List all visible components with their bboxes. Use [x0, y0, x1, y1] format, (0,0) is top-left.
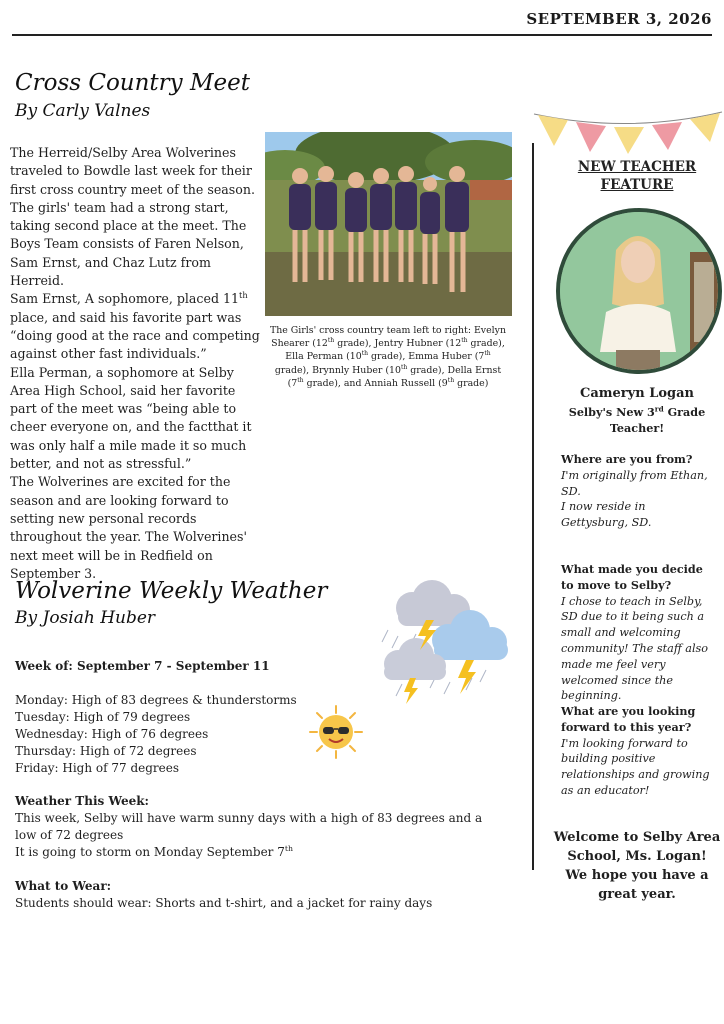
forecast-day: Wednesday: High of 76 degrees	[15, 727, 209, 741]
article-title: Cross Country Meet	[15, 70, 250, 96]
qa-where-from	[561, 452, 711, 531]
team-photo	[265, 132, 512, 316]
pennant-banner	[532, 108, 724, 158]
article-paragraph: Ella Perman, a sophomore at Selby Area High School, said her favorite part of the meet was “being able to cheer everyone on, and the factthat it was only half a mile made it so much better, and not as stressful.”	[10, 364, 252, 472]
question: What made you decide to move to Selby?	[561, 562, 703, 592]
answer: I chose to teach in Selby, SD due to it being such a small and welcoming community! The staff also made me feel very welcomed since the beginning.	[561, 594, 709, 703]
weather-forecast-list	[15, 692, 435, 777]
weather-byline: By Josiah Huber	[15, 608, 156, 628]
weather-this-week: Weather This Week: This week, Selby will have warm sunny days with a high of 83 degrees and a low of 72 degrees It is going to storm on Monday September 7th	[15, 794, 483, 859]
sidebar-title: NEW TEACHER FEATURE	[577, 159, 697, 193]
teacher-name: Cameryn Logan	[580, 386, 694, 401]
what-to-wear-heading: What to Wear:	[15, 879, 112, 893]
article-paragraph: The Herreid/Selby Area Wolverines traveled to Bowdle last week for their first cross country meet of the season. The girls' team had a strong start, taking second place at the meet. The Boys Team consists of Faren Nelson, Sam Ernst, and Chaz Lutz from Herreid.	[10, 145, 255, 289]
question: What are you looking forward to this year?	[561, 704, 696, 734]
weather-what-to-wear: What to Wear: Students should wear: Shorts and t-shirt, and a jacket for rainy days	[15, 878, 435, 912]
qa-why-selby	[561, 562, 711, 704]
article-paragraph: The Wolverines are excited for the season and are looking forward to setting new personal records throughout the year. The Wolverines' next meet will be in Redfield on September 3.	[10, 474, 247, 581]
article-byline: By Carly Valnes	[15, 101, 151, 121]
teacher-role: Selby's New 3rd Grade Teacher!	[568, 404, 706, 435]
forecast-day: Monday: High of 83 degrees & thunderstorms	[15, 693, 297, 707]
forecast-day: Friday: High of 77 degrees	[15, 761, 180, 775]
forecast-day: Thursday: High of 72 degrees	[15, 744, 197, 758]
question: Where are you from?	[561, 452, 693, 466]
qa-looking-forward	[561, 704, 711, 799]
welcome-message: Welcome to Selby Area School, Ms. Logan! We hope you have a great year.	[553, 830, 721, 902]
issue-date: SEPTEMBER 3, 2026	[526, 10, 712, 28]
storm-clouds-icon	[376, 580, 514, 710]
weather-title: Wolverine Weekly Weather	[15, 578, 328, 604]
answer: I'm originally from Ethan, SD.	[561, 468, 708, 498]
weather-week-of: Week of: September 7 - September 11	[15, 659, 270, 673]
answer: I'm looking forward to building positive relationships and growing as an educator!	[561, 736, 710, 797]
weather-this-week-heading: Weather This Week:	[15, 794, 149, 808]
photo-caption: The Girls' cross country team left to right: Evelyn Shearer (12th grade), Jentry Hubner (12th grade), Ella Perman (10th grade), Emma Huber (7th grade), Brynnly Huber (10th grade), Della Ernst (7th grade), and Anniah Russell (9th grade)	[269, 325, 506, 389]
answer: I now reside in Gettysburg, SD.	[561, 500, 652, 530]
sidebar-divider	[532, 143, 534, 870]
article-paragraph: Sam Ernst, A sophomore, placed 11th place, and said his favorite part was “doing good at the race and competing against other fast individuals.”	[10, 290, 260, 362]
article-body	[10, 144, 264, 583]
forecast-day: Tuesday: High of 79 degrees	[15, 710, 191, 724]
teacher-portrait	[556, 208, 722, 374]
header-divider	[12, 34, 712, 36]
